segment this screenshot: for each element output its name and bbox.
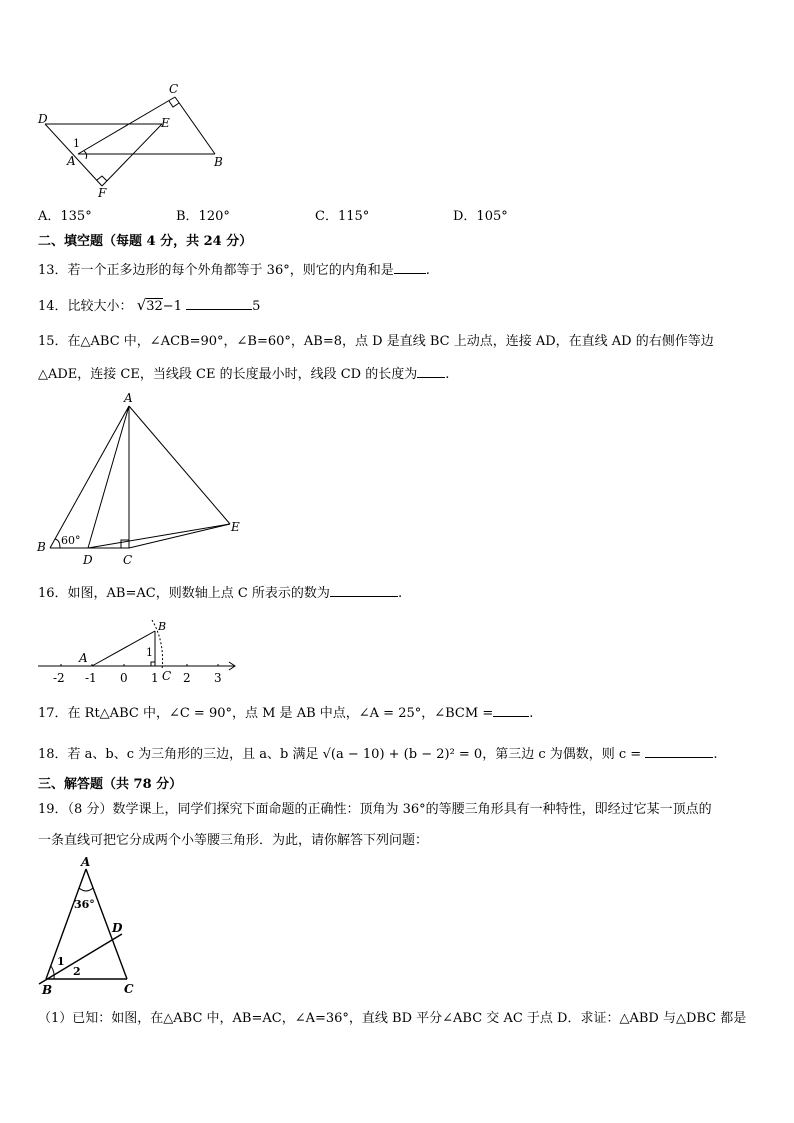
tick-label-2: 2 xyxy=(183,671,191,685)
q15-figure xyxy=(32,390,252,570)
tick-label-0: 0 xyxy=(120,671,128,685)
question-15-line2 xyxy=(38,364,449,384)
q18-suffix: ，第三边 c 为偶数，则 c = xyxy=(482,747,642,762)
question-18 xyxy=(38,744,717,764)
option-d: D．105° xyxy=(453,209,508,224)
line-ce xyxy=(129,524,230,548)
right-angle-c xyxy=(169,101,179,107)
question-19-line1: 19．（8 分）数学课上，同学们探究下面命题的正确性：顶角为 36°的等腰三角形具有一种特性，即经过它某一顶点的 xyxy=(38,802,712,817)
q17-end: . xyxy=(529,706,534,721)
label-b: B xyxy=(158,620,167,633)
label-b: B xyxy=(214,155,223,169)
label-c: C xyxy=(162,669,172,683)
q18-end: . xyxy=(713,747,718,762)
label-e: E xyxy=(161,116,170,130)
angle-arc-a xyxy=(79,888,93,891)
label-b: B xyxy=(42,983,53,997)
q18-formula: √(a − 10) + (b − 2)² = 0 xyxy=(322,747,483,762)
question-15-line1: 15．在△ABC 中，∠ACB=90°，∠B=60°，AB=8，点 D 是直线 BC 上动点，连接 AD，在直线 AD 的右侧作等边 xyxy=(38,334,714,349)
line-ad xyxy=(88,406,129,548)
line-ab xyxy=(46,869,86,979)
label-d: D xyxy=(83,553,93,567)
label-angle-36: 36° xyxy=(74,898,95,911)
answer-blank-16[interactable] xyxy=(330,583,398,597)
angle-arc-b xyxy=(55,539,60,548)
option-b: B．120° xyxy=(176,209,230,224)
q16-number-line-figure xyxy=(34,614,244,686)
q13-text: 13．若一个正多边形的每个外角都等于 36°，则它的内角和是 xyxy=(38,263,394,278)
question-19-line2: 一条直线可把它分成两个小等腰三角形．为此，请你解答下列问题： xyxy=(38,833,429,848)
question-17 xyxy=(38,703,533,723)
label-a: A xyxy=(79,651,88,665)
label-a: A xyxy=(81,855,91,869)
tick-label-1: 1 xyxy=(151,671,159,685)
q15-end: . xyxy=(445,367,450,382)
question-19-part1: （1）已知：如图，在△ABC 中，AB=AC，∠A=36°，直线 BD 平分∠ABC 交 AC 于点 D．求证：△ABD 与△DBC 都是 xyxy=(38,1011,747,1026)
q16-end: . xyxy=(397,586,403,601)
label-a: A xyxy=(67,154,76,168)
section-3-title: 三、解答题（共 78 分） xyxy=(38,777,183,792)
label-1: 1 xyxy=(146,646,153,659)
q19-figure xyxy=(32,852,152,1000)
q15-line2-text: △ADE，连接 CE，当线段 CE 的长度最小时，线段 CD 的长度为 xyxy=(38,367,418,382)
answer-blank-13[interactable] xyxy=(394,260,426,274)
label-f: F xyxy=(98,186,107,200)
q14-radicand: 32 xyxy=(146,299,163,314)
label-angle-60: 60° xyxy=(61,534,81,547)
label-c: C xyxy=(169,82,179,96)
line-ae xyxy=(129,406,230,524)
label-1: 1 xyxy=(73,137,80,150)
question-13 xyxy=(38,260,430,280)
q16-text: 16．如图，AB=AC，则数轴上点 C 所表示的数为 xyxy=(38,586,330,601)
answer-blank-15[interactable] xyxy=(417,364,445,378)
question-14 xyxy=(38,296,260,316)
label-2: 2 xyxy=(73,965,81,978)
sqrt-sign: √ xyxy=(136,296,147,314)
label-b: B xyxy=(37,540,46,554)
label-a: A xyxy=(124,391,133,405)
label-1: 1 xyxy=(57,955,65,968)
line-de xyxy=(88,524,230,548)
q14-minus: −1 xyxy=(162,299,182,314)
right-angle-f xyxy=(97,176,107,181)
label-d: D xyxy=(38,112,48,126)
label-c: C xyxy=(123,553,133,567)
label-c: C xyxy=(124,982,134,996)
q17-text: 17．在 Rt△ABC 中，∠C = 90°，点 M 是 AB 中点，∠A = 25°，∠BCM = xyxy=(38,706,494,721)
label-e: E xyxy=(231,520,240,534)
answer-blank-17[interactable] xyxy=(493,703,529,717)
q18-prefix: 18．若 a、b、c 为三角形的三边，且 a、b 满足 xyxy=(38,747,319,762)
q12-figure xyxy=(30,80,240,200)
option-a: A．135° xyxy=(38,209,92,224)
line-fe xyxy=(102,124,162,186)
section-2-title: 二、填空题（每题 4 分，共 24 分） xyxy=(38,234,253,249)
line-cb xyxy=(175,97,215,154)
line-ab xyxy=(50,406,129,548)
tick-label-3: 3 xyxy=(214,671,222,685)
option-c: C．115° xyxy=(315,209,370,224)
answer-blank-14[interactable] xyxy=(186,296,252,310)
q14-value: 5 xyxy=(252,299,261,314)
angle-mark-1 xyxy=(84,151,87,159)
question-16 xyxy=(38,583,402,603)
label-d: D xyxy=(112,921,123,935)
tick-label-neg1: -1 xyxy=(85,671,97,685)
answer-blank-18[interactable] xyxy=(645,744,713,758)
tick-label-neg2: -2 xyxy=(53,671,65,685)
q14-prefix: 14．比较大小： xyxy=(38,299,133,314)
q13-end: . xyxy=(425,263,430,278)
right-angle xyxy=(151,662,155,666)
